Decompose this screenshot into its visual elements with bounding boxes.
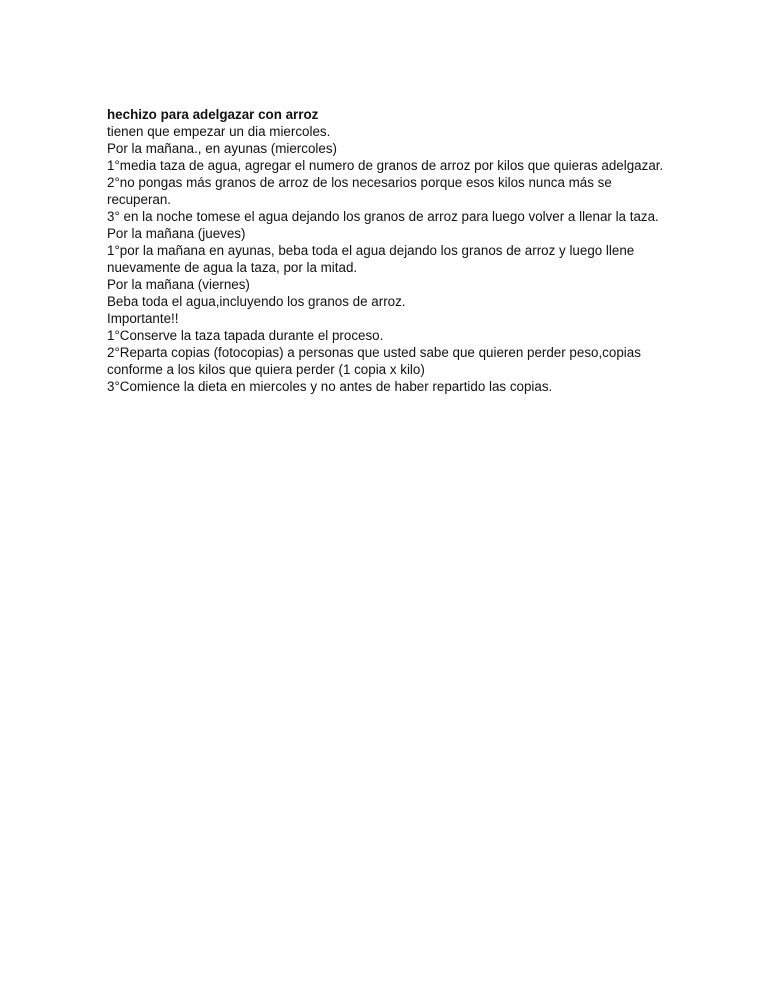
paragraph-step-1: 1°media taza de agua, agregar el numero de granos de arroz por kilos que quieras adelgazar. — [107, 158, 664, 173]
paragraph-important-1: 1°Conserve la taza tapada durante el proceso. — [107, 328, 384, 343]
document-title: hechizo para adelgazar con arroz — [107, 107, 319, 122]
paragraph-important-2: 2°Reparta copias (fotocopias) a personas que usted sabe que quieren perder peso,copias conforme a los kilos que quiera perder (1 copia x kilo) — [107, 345, 641, 377]
paragraph-thursday-heading: Por la mañana (jueves) — [107, 226, 246, 241]
paragraph-step-3: 3° en la noche tomese el agua dejando los granos de arroz para luego volver a llenar la taza. — [107, 209, 659, 224]
paragraph-start-day: tienen que empezar un dia miercoles. — [107, 124, 331, 139]
paragraph-friday-step: Beba toda el agua,incluyendo los granos de arroz. — [107, 294, 406, 309]
paragraph-important-3: 3°Comience la dieta en miercoles y no antes de haber repartido las copias. — [107, 379, 553, 394]
paragraph-wednesday-heading: Por la mañana., en ayunas (miercoles) — [107, 141, 337, 156]
paragraph-important-heading: Importante!! — [107, 311, 179, 326]
paragraph-friday-heading: Por la mañana (viernes) — [107, 277, 250, 292]
document-body — [107, 106, 667, 395]
paragraph-step-2: 2°no pongas más granos de arroz de los necesarios porque esos kilos nunca más se recuperan. — [107, 175, 612, 207]
paragraph-thursday-step: 1°por la mañana en ayunas, beba toda el agua dejando los granos de arroz y luego llene nuevamente de agua la taza, por la mitad. — [107, 243, 635, 275]
